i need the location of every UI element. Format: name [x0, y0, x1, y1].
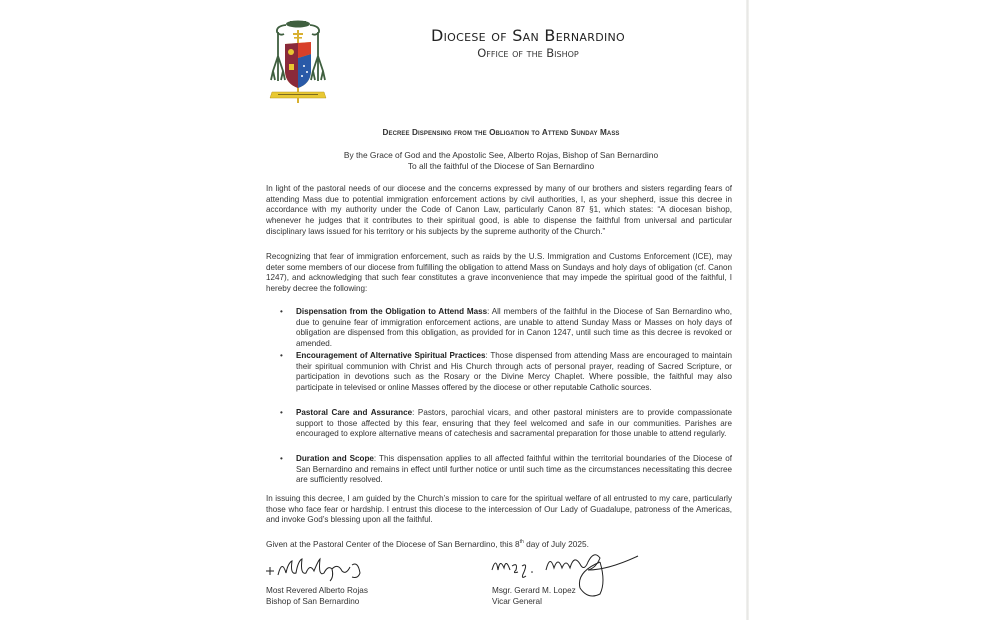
bullet-icon: • — [280, 307, 283, 316]
bullet-icon: • — [280, 454, 283, 463]
bishop-signature-icon — [262, 553, 372, 583]
diocese-title: Diocese of San Bernardino — [430, 26, 625, 45]
item-text: : Pastors, parochial vicars, and other pastoral ministers are to provide compassionate support to those affected by this fear, ensuring that they feel welcomed and safe in our communities. Parishes are encouraged to explore alternative means of catechesis and sacramental preparation for those unable to attend regularly. — [296, 408, 732, 439]
item-heading: Dispensation from the Obligation to Attend Mass — [296, 307, 488, 316]
vicar-role: Vicar General — [492, 596, 542, 606]
intro-line-1: By the Grace of God and the Apostolic See, Alberto Rojas, Bishop of San Bernardino — [343, 150, 659, 160]
coat-of-arms-icon — [268, 16, 328, 104]
bishop-name: Most Revered Alberto Rojas — [266, 586, 368, 595]
intro-line-2: To all the faithful of the Diocese of San Bernardino — [407, 160, 595, 171]
list-item — [280, 351, 732, 408]
item-text: : Those dispensed from attending Mass are encouraged to maintain their spiritual communion with Christ and His Church through acts of personal prayer, reading of Sacred Scripture, or participation in devotions such as the Rosary or the Divine Mercy Chaplet. Where possible, the faithful may also participate in televised or online Masses offered by the diocese or other reputable Catholic sources. — [296, 351, 732, 393]
vicar-signer — [492, 586, 576, 607]
bullet-icon: • — [280, 351, 283, 360]
office-subtitle: Office of the Bishop — [477, 46, 579, 60]
item-text: : All members of the faithful in the Diocese of San Bernardino who, due to genuine fear of immigration enforcement actions, are unable to attend Sunday Mass or Masses on holy days of obligation are dispensed from this obligation, as provided for in Canon 1247, until such time as this decree is revoked or amended. — [296, 307, 732, 349]
motto-ribbon — [278, 94, 318, 95]
list-item — [280, 307, 732, 351]
item-heading: Duration and Scope — [296, 454, 374, 463]
vicar-name: Msgr. Gerard M. Lopez — [492, 586, 576, 595]
decree-list — [280, 307, 732, 494]
decree-title: Decree Dispensing from the Obligation to Attend Sunday Mass — [382, 128, 620, 137]
list-item — [280, 454, 732, 494]
bullet-icon: • — [280, 408, 283, 417]
bishop-role: Bishop of San Bernardino — [266, 596, 360, 606]
paragraph-2: Recognizing that fear of immigration enforcement, such as raids by the U.S. Immigration and Customs Enforcement (ICE), may deter some members of our diocese from fulfilling the obligation to attend Mass on Sundays and holy days of obligation (cf. Canon 1247), and acknowledging that such fear constitutes a grave inconvenience that may impede the spiritual good of the faithful, I hereby decree the following: — [266, 252, 732, 294]
item-heading: Pastoral Care and Assurance — [296, 408, 413, 417]
item-heading: Encouragement of Alternative Spiritual Practices — [296, 351, 486, 360]
decree-document — [262, 0, 740, 620]
item-text: : This dispensation applies to all affected faithful within the territorial boundaries of the Diocese of San Bernardino and remains in effect until further notice or until such time as the circumstances necessitating this decree are sufficiently resolved. — [296, 454, 732, 485]
paragraph-3: In issuing this decree, I am guided by the Church’s mission to care for the spiritual welfare of all entrusted to my care, particularly those who face fear or hardship. I entrust this diocese to the intercession of Our Lady of Guadalupe, patroness of the Americas, and invoke God’s blessing upon all the faithful. — [266, 494, 732, 525]
intro-block — [262, 150, 740, 171]
bishop-signer — [266, 586, 368, 607]
given-line: Given at the Pastoral Center of the Diocese of San Bernardino, this 8th day of July 2025. — [266, 539, 589, 549]
paragraph-1: In light of the pastoral needs of our diocese and the concerns expressed by many of our brothers and sisters regarding fears of attending Mass due to potential immigration enforcement actions by civil authorities, I, as your shepherd, issue this decree in accordance with my authority under the Code of Canon Law, particularly Canon 87 §1, which states: “A diocesan bishop, whenever he judges that it contributes to their spiritual good, is able to dispense the faithful from universal and particular disciplinary laws issued for his territory or his subjects by the supreme authority of the Church.” — [266, 184, 732, 236]
page-edge-divider — [746, 0, 749, 620]
list-item — [280, 408, 732, 454]
